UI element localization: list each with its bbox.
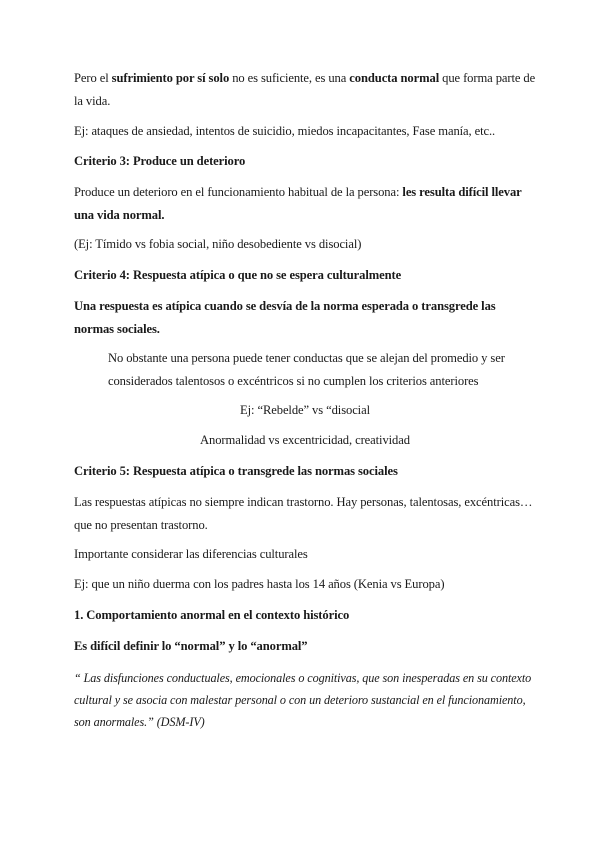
text-run: Produce un deterioro en el funcionamiento habitual de la persona: xyxy=(74,185,403,199)
heading-normal-abnormal: Es difícil definir lo “normal” y lo “anormal” xyxy=(74,639,308,653)
paragraph-examples-3: Ej: que un niño duerma con los padres hasta los 14 años (Kenia vs Europa) xyxy=(74,577,445,591)
paragraph-examples-1: Ej: ataques de ansiedad, intentos de suicidio, miedos incapacitantes, Fase manía, etc.. xyxy=(74,124,496,138)
paragraph-suffering xyxy=(74,67,536,113)
bold-run: sufrimiento por sí solo xyxy=(111,71,230,85)
paragraph-deterioro xyxy=(74,181,536,227)
paragraph-indented-note: No obstante una persona puede tener conductas que se alejan del promedio y ser considerados talentosos o excéntricos si no cumplen los criterios anteriores xyxy=(108,351,505,388)
heading-criterio-5: Criterio 5: Respuesta atípica o transgrede las normas sociales xyxy=(74,464,398,478)
bold-run: les resulta difícil llevar una vida normal. xyxy=(74,185,522,222)
paragraph-atypical-responses: Las respuestas atípicas no siempre indican trastorno. Hay personas, talentosas, excéntricas… que no presentan trastorno. xyxy=(74,495,533,532)
heading-criterio-3: Criterio 3: Produce un deterioro xyxy=(74,154,246,168)
paragraph-examples-2: (Ej: Tímido vs fobia social, niño desobediente vs disocial) xyxy=(74,237,362,251)
paragraph-atypical: Una respuesta es atípica cuando se desvía de la norma esperada o transgrede las normas sociales. xyxy=(74,299,496,336)
centered-line: Anormalidad vs excentricidad, creatividad xyxy=(200,433,410,447)
quote-dsm: “ Las disfunciones conductuales, emocionales o cognitivas, que son inesperadas en su contexto cultural y se asocia con malestar personal o con un deterioro sustancial en el funcionamiento, son anormales.” (DSM-IV) xyxy=(74,671,532,729)
bold-run: conducta normal xyxy=(349,71,440,85)
text-run: Pero el xyxy=(74,71,112,85)
paragraph-cultural: Importante considerar las diferencias culturales xyxy=(74,547,308,561)
centered-example: Ej: “Rebelde” vs “disocial xyxy=(240,403,370,417)
text-run: que forma parte de la vida. xyxy=(74,71,536,108)
text-run: no es suficiente, es una xyxy=(229,71,350,85)
heading-criterio-4: Criterio 4: Respuesta atípica o que no se espera culturalmente xyxy=(74,268,402,282)
heading-historical-context: 1. Comportamiento anormal en el contexto histórico xyxy=(74,608,350,622)
